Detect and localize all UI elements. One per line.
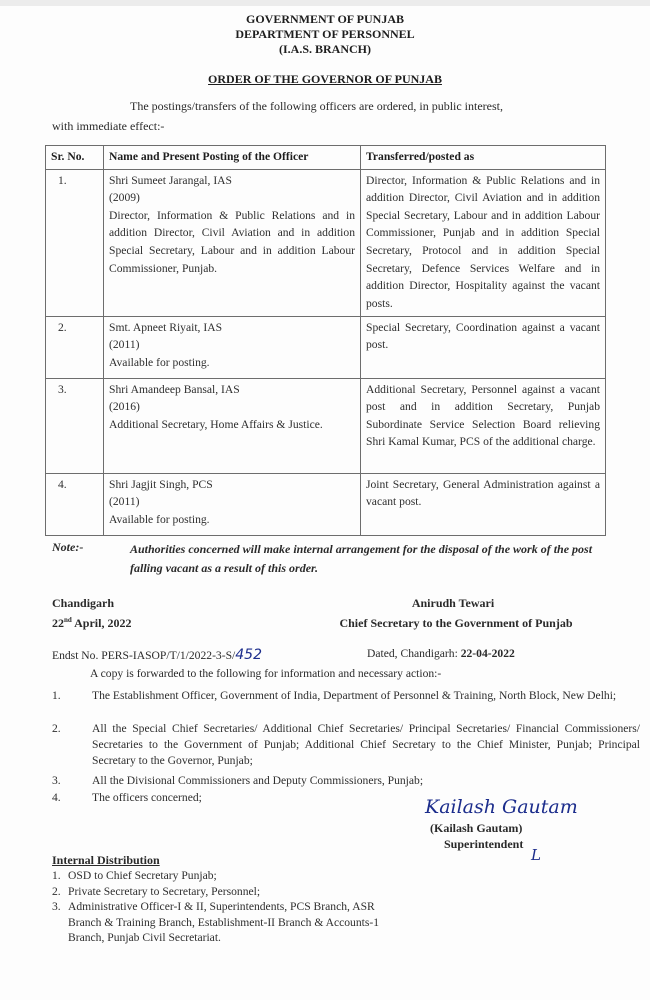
row-sr: 2.: [46, 316, 104, 378]
copy-item-text: The officers concerned;: [92, 791, 202, 804]
table-row: [46, 316, 606, 378]
row-officer: [104, 473, 361, 535]
row-posted-as: Additional Secretary, Personnel against a vacant post and in addition Secretary, Punjab Subordinate Service Selection Board relieving Shri Kamal Kumar, PCS of the additional charge.: [361, 378, 606, 473]
header-department: DEPARTMENT OF PERSONNEL: [235, 27, 415, 41]
officer-batch: (2016): [109, 400, 140, 414]
internal-distribution-list: [52, 868, 388, 946]
internal-item-num: 1.: [52, 869, 61, 882]
row-officer: [104, 169, 361, 316]
row-officer: [104, 316, 361, 378]
copy-item-text: All the Divisional Commissioners and Deputy Commissioners, Punjab;: [92, 774, 424, 787]
col-name-present-posting: Name and Present Posting of the Officer: [104, 146, 361, 170]
internal-distribution-title: Internal Distribution: [52, 853, 160, 867]
officer-present-posting: Additional Secretary, Home Affairs & Justice.: [109, 417, 323, 431]
note-text: Authorities concerned will make internal arrangement for the disposal of the work of the post falling vacant as a result of this order.: [130, 542, 593, 575]
copy-item-num: 4.: [52, 791, 61, 804]
officer-present-posting: Available for posting.: [109, 512, 210, 526]
handwritten-endorsement-no: 452: [235, 647, 262, 663]
date-day: 22: [52, 616, 64, 630]
endorsement-dated: [367, 647, 515, 660]
internal-item: [52, 884, 388, 900]
header-branch: (I.A.S. BRANCH): [278, 42, 371, 56]
dated-value: 22-04-2022: [460, 647, 515, 660]
officer-present-posting: Available for posting.: [109, 355, 210, 369]
date-suffix: nd: [64, 616, 72, 624]
internal-item-text: OSD to Chief Secretary Punjab;: [68, 869, 217, 882]
order-title: ORDER OF THE GOVERNOR OF PUNJAB: [208, 72, 442, 86]
dated-label: Dated, Chandigarh:: [367, 647, 458, 660]
internal-item-num: 3.: [52, 900, 61, 913]
header-government: GOVERNMENT OF PUNJAB: [245, 12, 404, 26]
signatory-designation: Chief Secretary to the Government of Punjab: [339, 616, 573, 630]
officer-name: Shri Sumeet Jarangal, IAS: [109, 173, 233, 187]
col-transferred-posted-as: Transferred/posted as: [361, 146, 606, 170]
table-row: [46, 169, 606, 316]
note-label: Note:-: [52, 540, 84, 554]
row-sr: 4.: [46, 473, 104, 535]
scan-edge: [0, 0, 650, 6]
postings-table: [45, 145, 606, 536]
table-row: [46, 378, 606, 473]
internal-item: [52, 868, 388, 884]
copy-item-num: 1.: [52, 689, 61, 702]
date-month-year: April, 2022: [74, 616, 132, 630]
officer-batch: (2011): [109, 338, 140, 352]
copy-item-text: The Establishment Officer, Government of India, Department of Personnel & Training, North Block, New Delhi;: [92, 689, 617, 702]
row-posted-as: Joint Secretary, General Administration against a vacant post.: [361, 473, 606, 535]
copy-item-num: 3.: [52, 774, 61, 787]
intro-line-2: with immediate effect:-: [52, 119, 165, 133]
officer-batch: (2011): [109, 495, 140, 509]
officer-present-posting: Director, Information & Public Relations and in addition Director, Civil Aviation and in addition Special Secretary, Labour and in addition Labour Commissioner, Punjab.: [109, 208, 355, 275]
superintendent-signature: Kailash Gautam: [425, 796, 578, 818]
row-sr: 1.: [46, 169, 104, 316]
table-row: [46, 473, 606, 535]
copy-item-num: 2.: [52, 722, 61, 735]
table-header-row: [46, 146, 606, 170]
officer-name: Smt. Apneet Riyait, IAS: [109, 320, 223, 334]
superintendent-name: (Kailash Gautam): [430, 821, 523, 835]
internal-item-num: 2.: [52, 884, 61, 898]
row-officer: [104, 378, 361, 473]
initial-mark: L: [531, 846, 541, 864]
officer-name: Shri Amandeep Bansal, IAS: [109, 382, 240, 396]
forward-text: A copy is forwarded to the following for information and necessary action:-: [90, 667, 442, 680]
row-posted-as: Special Secretary, Coordination against a vacant post.: [361, 316, 606, 378]
endorsement-number: [52, 647, 262, 663]
row-posted-as: Director, Information & Public Relations and in addition Director, Civil Aviation and in addition Special Secretary, Labour and in addition Labour Commissioner, Punjab and in addition Special Secretary, Protocol and in addition Special Secretary, Defence Services Welfare and in addition Director, Hospitality against the vacant posts.: [361, 169, 606, 316]
intro-line-1: The postings/transfers of the following officers are ordered, in public interest,: [130, 99, 504, 113]
officer-batch: (2009): [109, 191, 140, 205]
officer-name: Shri Jagjit Singh, PCS: [109, 477, 213, 491]
row-sr: 3.: [46, 378, 104, 473]
internal-item-text: Administrative Officer-I & II, Superintendents, PCS Branch, ASR Branch & Training Branch, Establishment-II Branch & Accounts-1 Branch, Punjab Civil Secretariat.: [68, 900, 380, 944]
copy-item-text: All the Special Chief Secretaries/ Additional Chief Secretaries/ Principal Secretaries/ Financial Commissioners/ Secretaries to the Government of Punjab; Additional Chief Secretary to the Chief Minister, Punjab; Principal Secretary to the Governor, Punjab;: [92, 722, 640, 767]
place: Chandigarh: [52, 596, 115, 610]
internal-item-text: Private Secretary to Secretary, Personnel;: [68, 884, 261, 898]
endorsement-prefix: Endst No. PERS-IASOP/T/1/2022-3-S/: [52, 649, 236, 662]
superintendent-designation: Superintendent: [444, 837, 524, 851]
order-date: [52, 616, 131, 631]
internal-item: [52, 899, 388, 946]
col-sr-no: Sr. No.: [46, 146, 104, 170]
signatory-name: Anirudh Tewari: [411, 596, 495, 610]
